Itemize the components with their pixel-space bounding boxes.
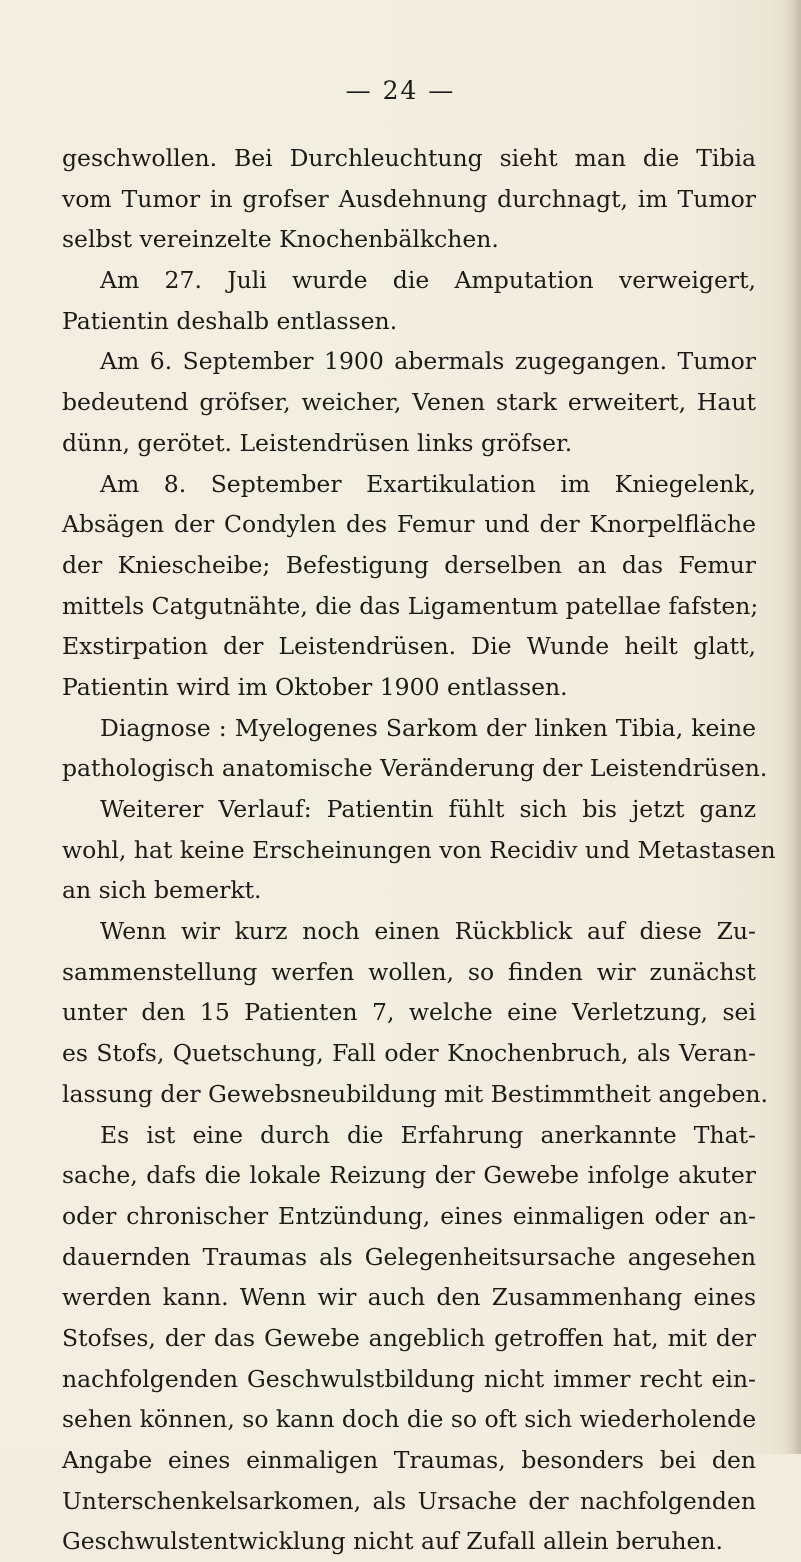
text-line: vom Tumor in grofser Ausdehnung durchnagt, im Tumor (62, 184, 756, 213)
text-line: Es ist eine durch die Erfahrung anerkannte That- (100, 1120, 756, 1149)
text-line: Geschwulstentwicklung nicht auf Zufall allein beruhen. (62, 1527, 724, 1556)
text-line: dünn, gerötet. Leistendrüsen links gröfser. (62, 428, 573, 457)
text-line: pathologisch anatomische Veränderung der Leistendrüsen. (62, 754, 768, 783)
text-line: nachfolgenden Geschwulstbildung nicht immer recht ein- (62, 1364, 756, 1393)
text-line: Unterschenkelsarkomen, als Ursache der nachfolgenden (62, 1486, 756, 1515)
text-line: dauernden Traumas als Gelegenheitsursache angesehen (62, 1242, 756, 1271)
text-line: Patientin wird im Oktober 1900 entlassen. (62, 672, 568, 701)
text-line: sache, dafs die lokale Reizung der Gewebe infolge akuter (62, 1161, 756, 1190)
text-line: sehen können, so kann doch die so oft sich wiederholende (62, 1405, 757, 1434)
text-line: Diagnose : Myelogenes Sarkom der linken Tibia, keine (100, 713, 756, 742)
text-line: an sich bemerkt. (62, 876, 262, 905)
text-line: Wenn wir kurz noch einen Rückblick auf diese Zu- (100, 917, 756, 946)
text-line: oder chronischer Entzündung, eines einmaligen oder an- (62, 1201, 756, 1230)
page-edge-shadow (785, 0, 801, 1454)
text-line: lassung der Gewebsneubildung mit Bestimmtheit angeben. (62, 1079, 769, 1108)
text-line: Stofses, der das Gewebe angeblich getroffen hat, mit der (62, 1323, 756, 1352)
text-line: Weiterer Verlauf: Patientin fühlt sich bis jetzt ganz (100, 795, 756, 823)
text-line: Am 27. Juli wurde die Amputation verweigert, (100, 266, 756, 295)
text-line: geschwollen. Bei Durchleuchtung sieht man die Tibia (62, 144, 756, 172)
text-line: sammenstellung werfen wollen, so finden wir zunächst (62, 957, 756, 986)
text-line: unter den 15 Patienten 7, welche eine Verletzung, sei (62, 998, 756, 1027)
text-line: Am 6. September 1900 abermals zugegangen. Tumor (100, 347, 756, 376)
text-line: Angabe eines einmaligen Traumas, besonders bei den (62, 1446, 756, 1474)
text-line: selbst vereinzelte Knochenbälkchen. (62, 225, 499, 254)
text-line: Am 8. September Exartikulation im Kniegelenk, (100, 469, 756, 498)
text-line: der Kniescheibe; Befestigung derselben an das Femur (62, 550, 756, 579)
text-line: werden kann. Wenn wir auch den Zusammenhang eines (62, 1283, 756, 1312)
body-text (62, 138, 776, 1562)
text-line: bedeutend gröfser, weicher, Venen stark erweitert, Haut (62, 388, 756, 417)
text-line: Patientin deshalb entlassen. (62, 306, 398, 335)
text-line: Exstirpation der Leistendrüsen. Die Wunde heilt glatt, (62, 632, 756, 661)
text-line: es Stofs, Quetschung, Fall oder Knochenbruch, als Veran- (62, 1039, 756, 1068)
text-line: wohl, hat keine Erscheinungen von Recidiv und Metastasen (62, 835, 776, 864)
text-line: Absägen der Condylen des Femur und der Knorpelfläche (62, 510, 756, 539)
page-number: — 24 — (345, 76, 456, 105)
text-line: mittels Catgutnähte, die das Ligamentum patellae fafsten; (62, 591, 759, 620)
